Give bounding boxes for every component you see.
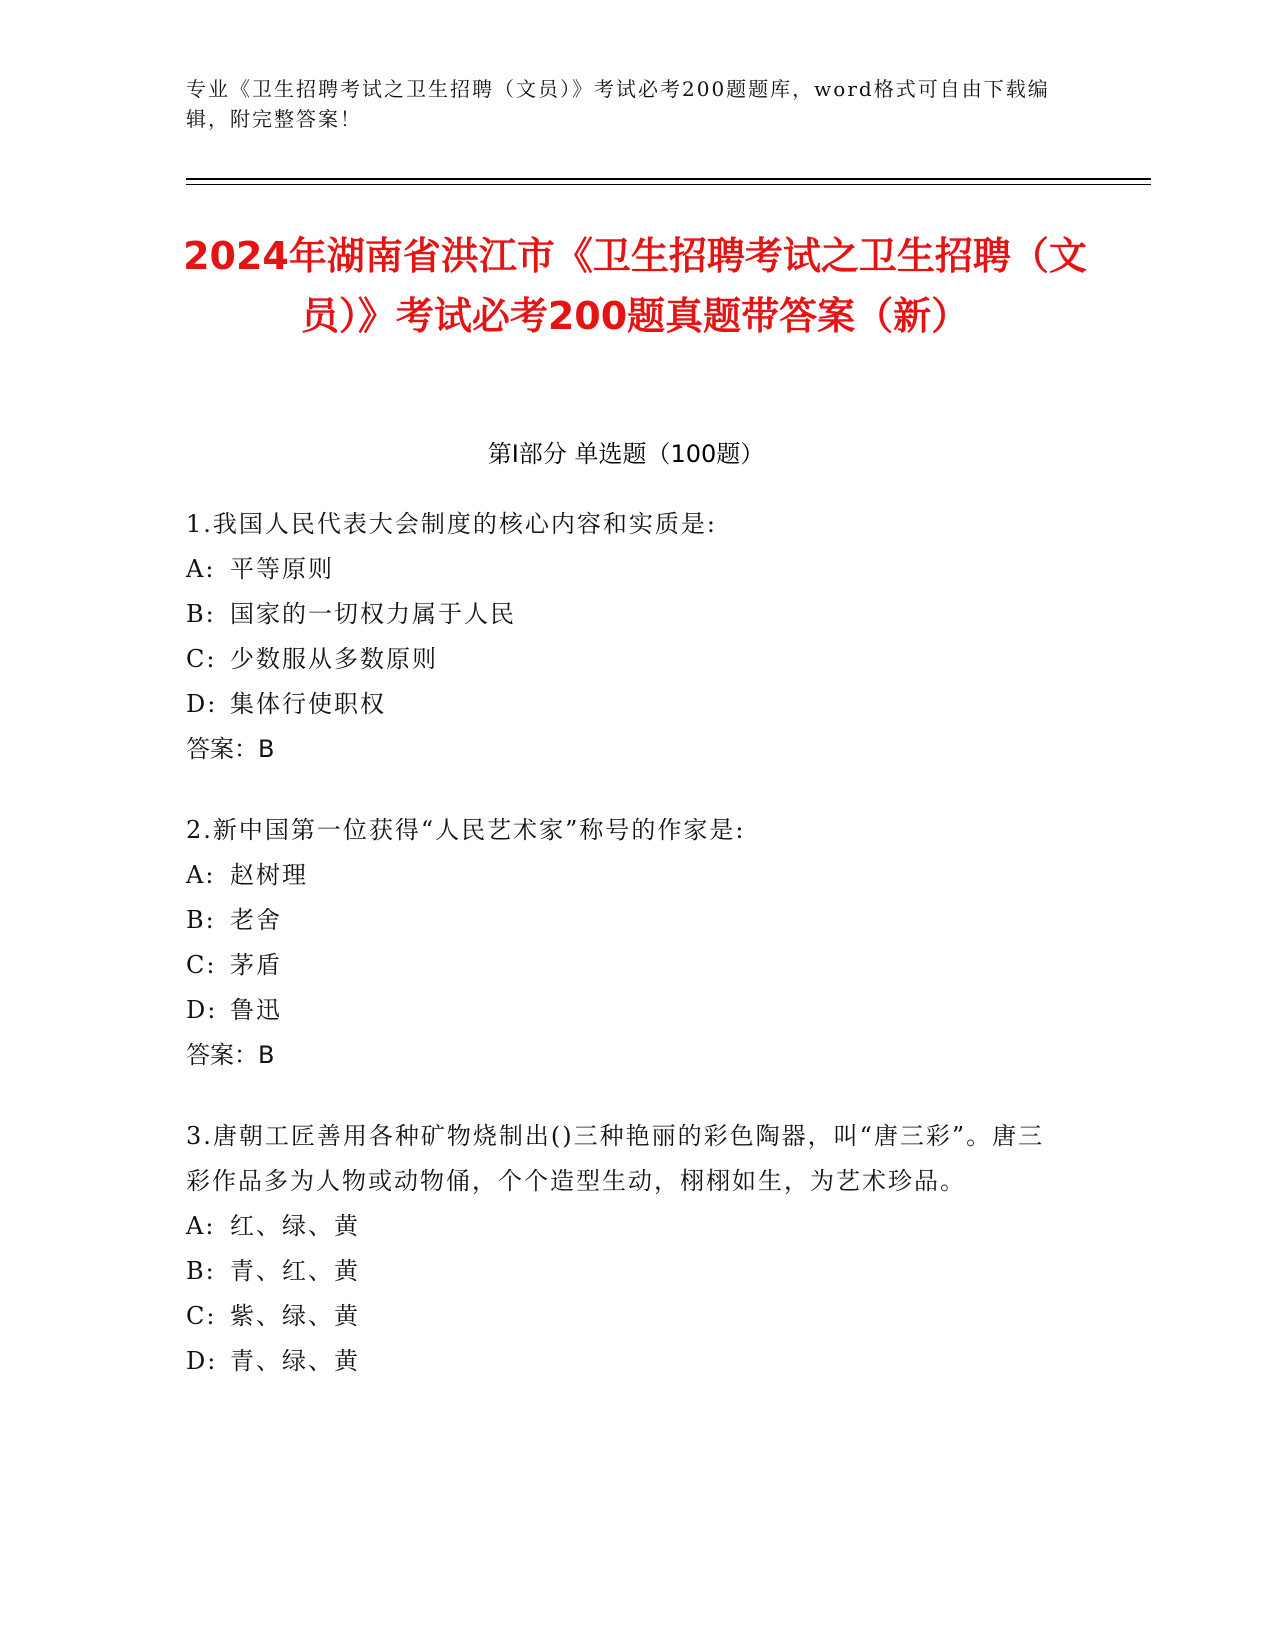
option-letter: D: xyxy=(186,1347,218,1375)
option-letter: C: xyxy=(186,951,217,979)
option-c xyxy=(186,637,1066,682)
option-text: 茅盾 xyxy=(230,951,282,979)
question-3 xyxy=(186,1114,1066,1384)
option-letter: C: xyxy=(186,1302,217,1330)
header-note: 专业《卫生招聘考试之卫生招聘（文员）》考试必考200题题库，word格式可自由下载编辑，附完整答案！ xyxy=(186,77,1050,131)
option-text: 平等原则 xyxy=(230,555,334,583)
option-letter: A: xyxy=(186,1212,216,1240)
option-a xyxy=(186,547,1066,592)
question-2 xyxy=(186,808,1066,1078)
option-letter: A: xyxy=(186,555,216,583)
option-d xyxy=(186,988,1066,1033)
option-text: 集体行使职权 xyxy=(230,690,386,718)
option-text: 青、红、黄 xyxy=(230,1257,360,1285)
option-letter: A: xyxy=(186,861,216,889)
answer-line: 答案：B xyxy=(186,1041,275,1069)
question-stem: 1.我国人民代表大会制度的核心内容和实质是: xyxy=(186,510,717,538)
question-1 xyxy=(186,502,1066,772)
option-letter: B: xyxy=(186,600,216,628)
option-c xyxy=(186,1294,1066,1339)
answer-line: 答案：B xyxy=(186,735,275,763)
header-rule-thin xyxy=(186,184,1151,185)
option-letter: D: xyxy=(186,996,218,1024)
option-c xyxy=(186,943,1066,988)
option-b xyxy=(186,592,1066,637)
option-text: 紫、绿、黄 xyxy=(230,1302,360,1330)
option-b xyxy=(186,1249,1066,1294)
option-text: 赵树理 xyxy=(230,861,308,889)
option-a xyxy=(186,1204,1066,1249)
document-title: 2024年湖南省洪江市《卫生招聘考试之卫生招聘（文员）》考试必考200题真题带答案（新） xyxy=(183,234,1087,338)
option-d xyxy=(186,1339,1066,1384)
option-text: 国家的一切权力属于人民 xyxy=(230,600,516,628)
option-text: 青、绿、黄 xyxy=(230,1347,360,1375)
header-rule-thick xyxy=(186,178,1151,180)
section-heading: 第I部分 单选题（100题） xyxy=(487,440,765,468)
option-letter: B: xyxy=(186,906,216,934)
option-b xyxy=(186,898,1066,943)
option-text: 红、绿、黄 xyxy=(230,1212,360,1240)
option-d xyxy=(186,682,1066,727)
option-text: 鲁迅 xyxy=(230,996,282,1024)
question-stem: 2.新中国第一位获得“人民艺术家”称号的作家是: xyxy=(186,816,746,844)
question-stem: 3.唐朝工匠善用各种矿物烧制出()三种艳丽的彩色陶器，叫“唐三彩”。唐三彩作品多为人物或动物俑，个个造型生动，栩栩如生，为艺术珍品。 xyxy=(186,1122,1045,1195)
option-text: 少数服从多数原则 xyxy=(230,645,438,673)
option-letter: B: xyxy=(186,1257,216,1285)
option-letter: C: xyxy=(186,645,217,673)
option-a xyxy=(186,853,1066,898)
option-letter: D: xyxy=(186,690,218,718)
option-text: 老舍 xyxy=(230,906,282,934)
